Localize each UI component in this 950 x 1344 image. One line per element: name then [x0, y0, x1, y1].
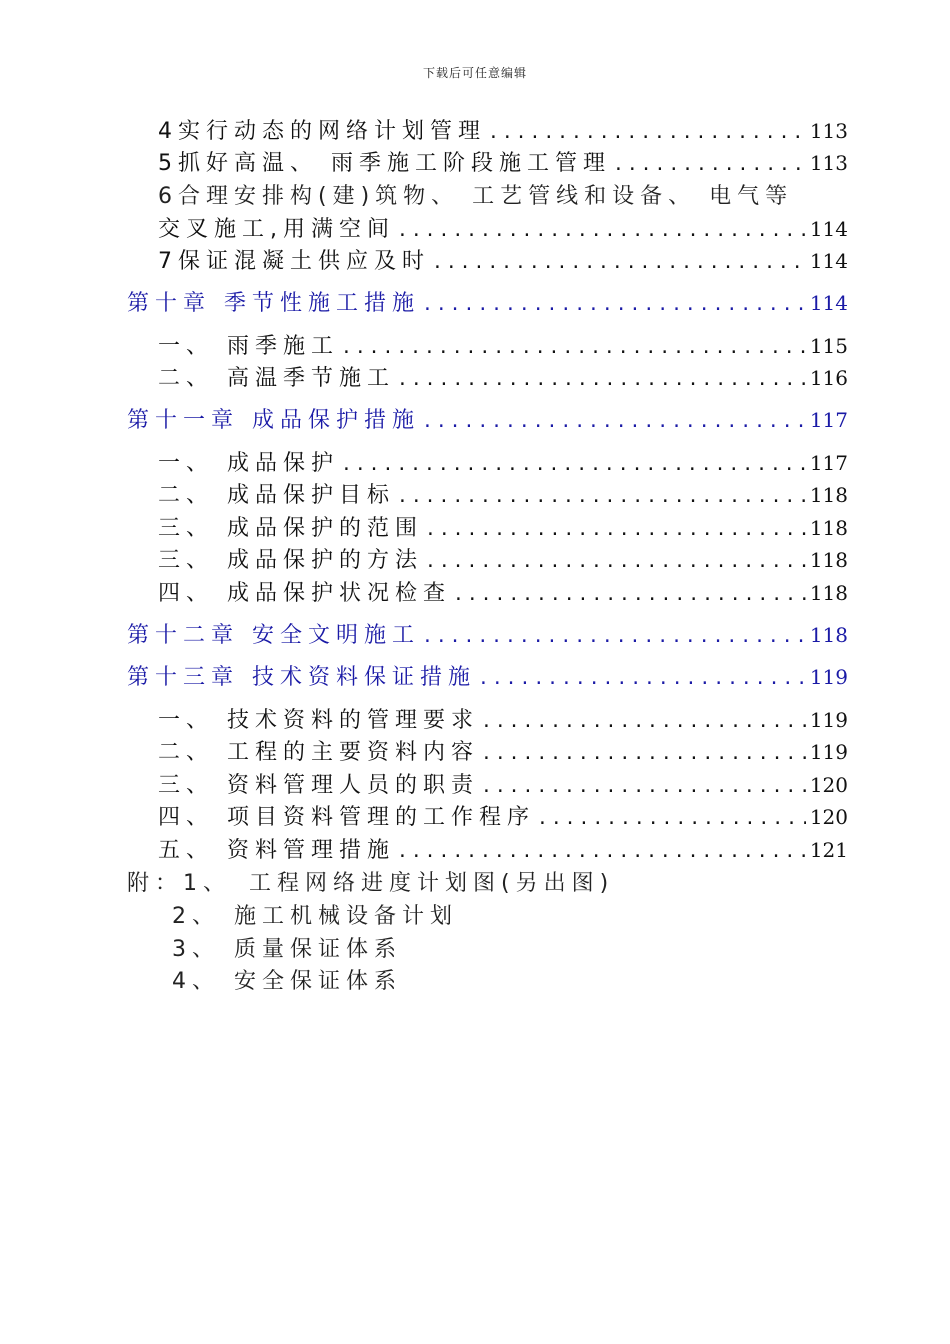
toc-entry-page: 116: [809, 366, 848, 390]
toc-entry-page: 113: [809, 119, 848, 143]
toc-entry[interactable]: [158, 244, 848, 275]
toc-entry[interactable]: [158, 576, 848, 607]
toc-entry[interactable]: [158, 361, 848, 392]
toc-entry-title: 一、 雨季施工: [158, 334, 339, 359]
toc-entry-title: 4实行动态的网络计划管理: [158, 119, 486, 144]
toc-entry-title: 三、 资料管理人员的职责: [158, 773, 479, 798]
toc-entry-page: 118: [809, 516, 848, 540]
toc-entry[interactable]: [158, 146, 848, 177]
toc-chapter-title: 第十一章 成品保护措施: [127, 408, 420, 433]
toc-entry-page: 114: [809, 249, 848, 273]
appendix-label: 3、: [172, 937, 220, 962]
dot-leader: [425, 551, 806, 572]
toc-entry[interactable]: [158, 478, 848, 509]
toc-entry-title: 五、 资料管理措施: [158, 838, 395, 863]
dot-leader: [432, 252, 806, 273]
dot-leader: [422, 411, 806, 432]
toc-entry[interactable]: [158, 329, 848, 360]
dot-leader: [481, 743, 806, 764]
appendix-text: 质量保证体系: [234, 937, 403, 962]
appendix-label: 4、: [172, 969, 220, 994]
dot-leader: [397, 486, 806, 507]
dot-leader: [453, 584, 806, 605]
dot-leader: [397, 369, 806, 390]
appendix-item: [127, 866, 614, 897]
toc-entry-page: 118: [809, 581, 848, 605]
dot-leader: [422, 626, 806, 647]
toc-entry-page: 119: [809, 740, 848, 764]
toc-entry[interactable]: [158, 543, 848, 574]
appendix-item: [172, 964, 402, 995]
toc-entry-title: 三、 成品保护的方法: [158, 548, 423, 573]
toc-chapter[interactable]: [127, 618, 848, 649]
toc-chapter[interactable]: [127, 660, 848, 691]
dot-leader: [422, 294, 806, 315]
toc-entry-title: 四、 项目资料管理的工作程序: [158, 805, 535, 830]
dot-leader: [397, 841, 806, 862]
appendix-item: [172, 932, 402, 963]
toc-entry-title: 四、 成品保护状况检查: [158, 581, 451, 606]
toc-entry-page: 113: [809, 151, 848, 175]
toc-chapter-title: 第十三章 技术资料保证措施: [127, 665, 476, 690]
toc-chapter-page: 114: [809, 291, 848, 315]
dot-leader: [341, 454, 806, 475]
toc-chapter-page: 118: [809, 623, 848, 647]
page-header: 下载后可任意编辑: [422, 66, 527, 80]
toc-entry-page: 119: [809, 708, 848, 732]
dot-leader: [397, 220, 806, 241]
toc-chapter-page: 117: [809, 408, 848, 432]
dot-leader: [341, 337, 806, 358]
toc-entry-title: 一、 技术资料的管理要求: [158, 708, 479, 733]
dot-leader: [613, 154, 806, 175]
appendix-label: 2、: [172, 904, 220, 929]
dot-leader: [478, 668, 806, 689]
toc-entry-title: 5抓好高温、 雨季施工阶段施工管理: [158, 151, 611, 176]
appendix-text: 施工机械设备计划: [234, 904, 459, 929]
toc-entry-page: 120: [809, 773, 848, 797]
toc-entry[interactable]: [158, 833, 848, 864]
toc-entry-title: 二、 高温季节施工: [158, 366, 395, 391]
appendix-text: 安全保证体系: [234, 969, 403, 994]
toc-entry-page: 118: [809, 483, 848, 507]
toc-chapter[interactable]: [127, 286, 848, 317]
toc-entry-title: 三、 成品保护的范围: [158, 516, 423, 541]
toc-chapter-title: 第十章 季节性施工措施: [127, 291, 420, 316]
toc-entry-page: 114: [809, 217, 848, 241]
toc-entry-title: 二、 成品保护目标: [158, 483, 395, 508]
toc-entry[interactable]: [158, 446, 848, 477]
toc-entry[interactable]: [158, 511, 848, 542]
toc-entry-title: 交叉施工,用满空间: [158, 217, 395, 242]
toc-entry[interactable]: [158, 703, 848, 734]
dot-leader: [481, 776, 806, 797]
toc-entry-page: 118: [809, 548, 848, 572]
toc-entry[interactable]: [158, 800, 848, 831]
toc-entry-title-wrapped[interactable]: 6合理安排构(建)筑物、 工艺管线和设备、 电气等: [158, 184, 794, 209]
toc-entry-title: 7保证混凝土供应及时: [158, 249, 430, 274]
toc-entry-title: 一、 成品保护: [158, 451, 339, 476]
toc-chapter-title: 第十二章 安全文明施工: [127, 623, 420, 648]
dot-leader: [537, 808, 806, 829]
toc-entry[interactable]: [158, 114, 848, 145]
appendix-text: 工程网络进度计划图(另出图): [249, 871, 615, 896]
appendix-label: 附：1、: [127, 871, 231, 896]
toc-entry-title: 二、 工程的主要资料内容: [158, 740, 479, 765]
appendix-item: [172, 899, 458, 930]
toc-entry[interactable]: [158, 212, 848, 243]
toc-entry[interactable]: [158, 768, 848, 799]
toc-entry-page: 120: [809, 805, 848, 829]
toc-chapter-page: 119: [809, 665, 848, 689]
toc-entry-page: 121: [809, 838, 848, 862]
toc-chapter[interactable]: [127, 403, 848, 434]
toc-entry-page: 115: [809, 334, 848, 358]
dot-leader: [488, 122, 806, 143]
dot-leader: [425, 519, 806, 540]
dot-leader: [481, 711, 806, 732]
toc-entry[interactable]: [158, 735, 848, 766]
toc-entry-page: 117: [809, 451, 848, 475]
